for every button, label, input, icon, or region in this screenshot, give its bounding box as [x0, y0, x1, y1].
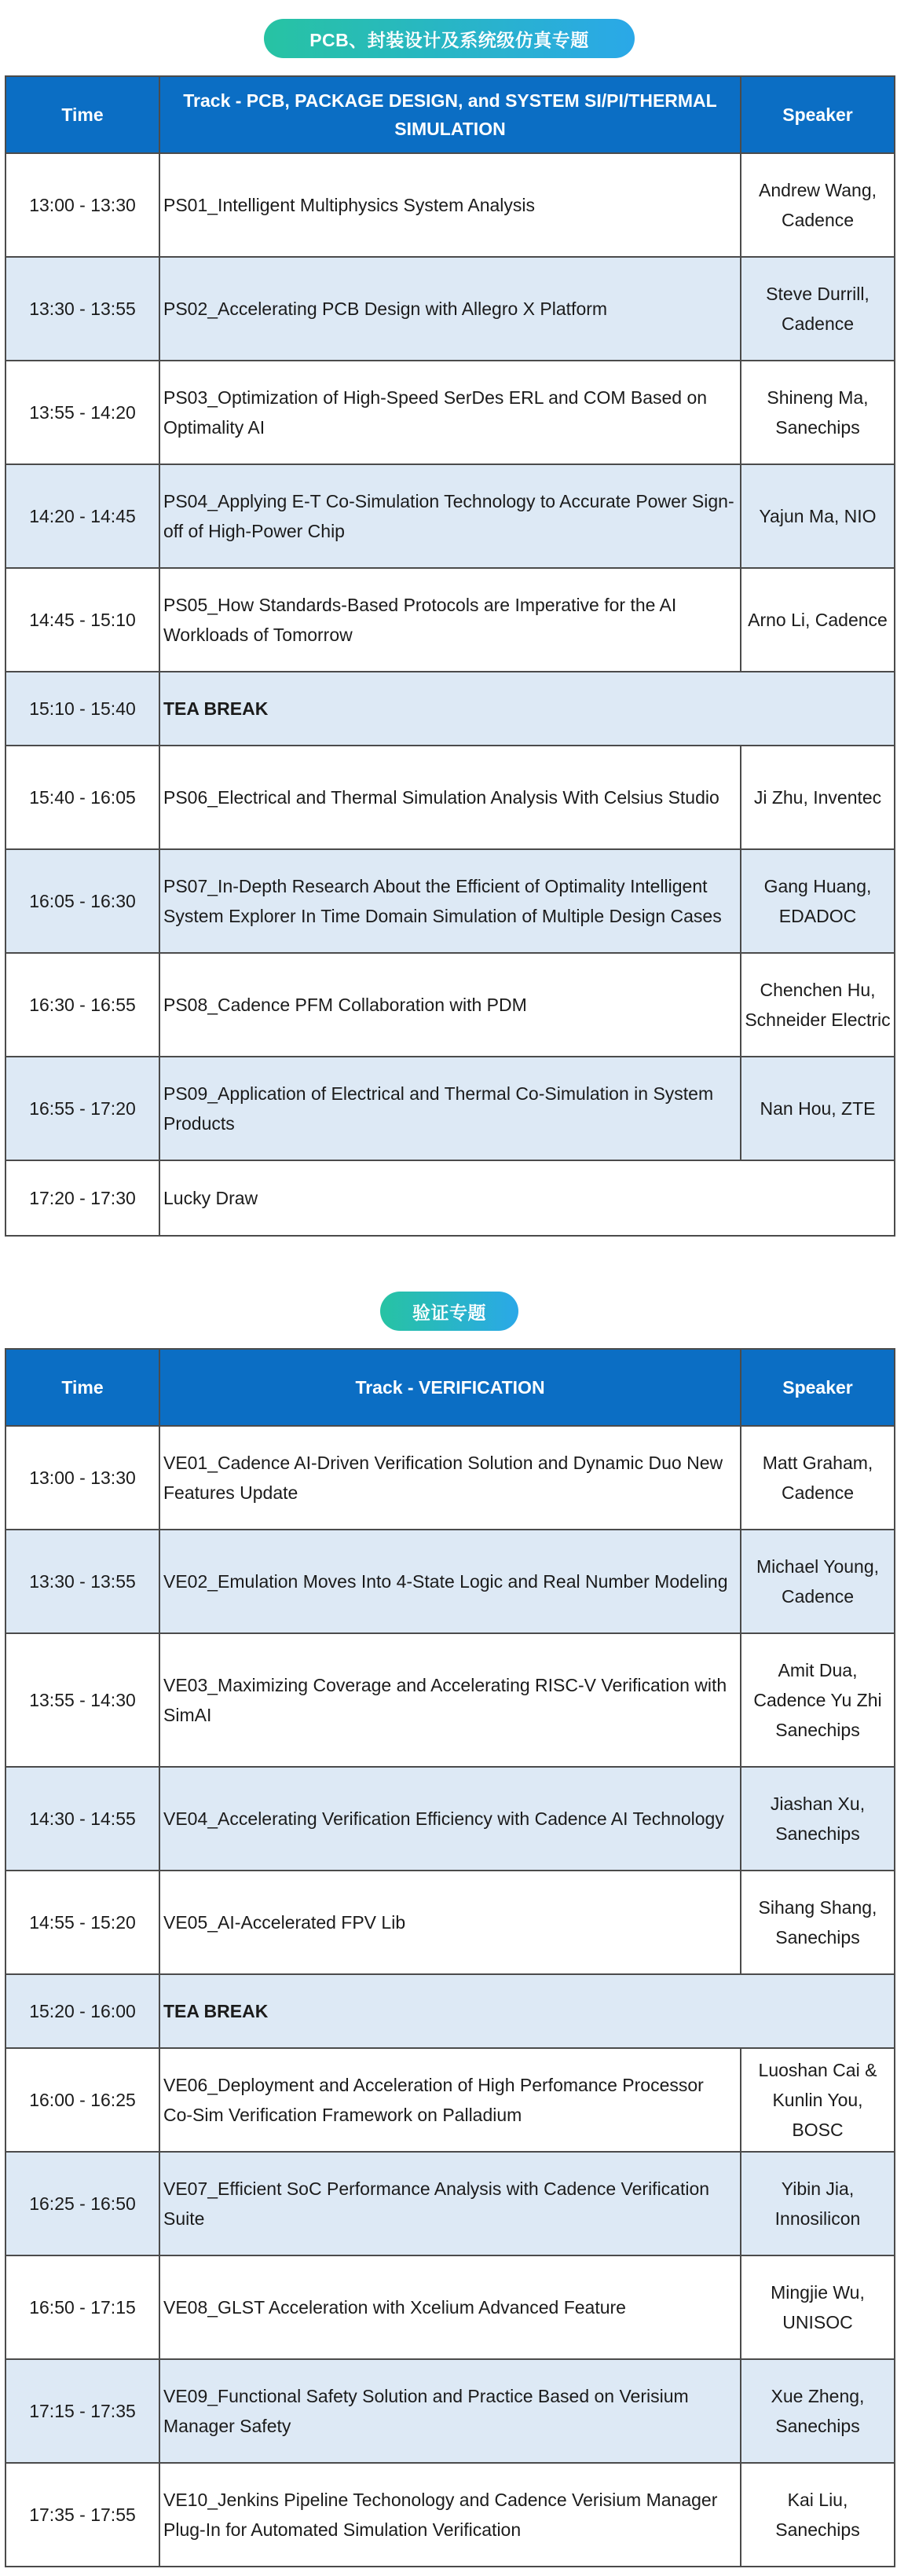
session-title: PS01_Intelligent Multiphysics System Analysis: [159, 153, 741, 257]
session-title: PS05_How Standards-Based Protocols are Imperative for the AI Workloads of Tomorrow: [159, 568, 741, 672]
table-row: [5, 1871, 895, 1974]
session-speaker: Yajun Ma, NIO: [741, 464, 895, 568]
session-title: PS09_Application of Electrical and Thermal Co-Simulation in System Products: [159, 1057, 741, 1160]
session-title: VE10_Jenkins Pipeline Techonology and Cadence Verisium Manager Plug-In for Automated Simulation Verification: [159, 2463, 741, 2567]
table-row: [5, 1633, 895, 1767]
table-row: [5, 672, 895, 746]
session-time: 15:10 - 15:40: [5, 672, 159, 746]
session-title: PS04_Applying E-T Co-Simulation Technology to Accurate Power Sign-off of High-Power Chip: [159, 464, 741, 568]
session-time: 16:00 - 16:25: [5, 2048, 159, 2152]
session-speaker: Steve Durrill, Cadence: [741, 257, 895, 361]
table-row: [5, 849, 895, 953]
session-time: 14:20 - 14:45: [5, 464, 159, 568]
track-header: Track - VERIFICATION: [159, 1349, 741, 1426]
session-time: 16:25 - 16:50: [5, 2152, 159, 2255]
session-title: VE05_AI-Accelerated FPV Lib: [159, 1871, 741, 1974]
table-row: [5, 1160, 895, 1236]
session-title: PS06_Electrical and Thermal Simulation Analysis With Celsius Studio: [159, 746, 741, 849]
session-speaker: Amit Dua, Cadence Yu Zhi Sanechips: [741, 1633, 895, 1767]
session-speaker: Luoshan Cai & Kunlin You, BOSC: [741, 2048, 895, 2152]
verification-schedule-table: [5, 1348, 895, 2567]
session-speaker: Jiashan Xu, Sanechips: [741, 1767, 895, 1871]
session-speaker: Shineng Ma, Sanechips: [741, 361, 895, 464]
session-time: 13:30 - 13:55: [5, 257, 159, 361]
session-time: 15:20 - 16:00: [5, 1974, 159, 2048]
session-title: VE04_Accelerating Verification Efficiency with Cadence AI Technology: [159, 1767, 741, 1871]
session-time: 16:55 - 17:20: [5, 1057, 159, 1160]
session-title: PS08_Cadence PFM Collaboration with PDM: [159, 953, 741, 1057]
table-row: [5, 257, 895, 361]
tea-break-label: TEA BREAK: [159, 672, 895, 746]
table-row: [5, 1767, 895, 1871]
session-time: 17:20 - 17:30: [5, 1160, 159, 1236]
table-row: [5, 1530, 895, 1633]
tea-break-label: TEA BREAK: [159, 1974, 895, 2048]
table-row: [5, 1974, 895, 2048]
session-time: 14:30 - 14:55: [5, 1767, 159, 1871]
session-time: 13:00 - 13:30: [5, 1426, 159, 1530]
session-time: 13:55 - 14:30: [5, 1633, 159, 1767]
track-header: Track - PCB, PACKAGE DESIGN, and SYSTEM SI/PI/THERMAL SIMULATION: [159, 76, 741, 153]
session-title: PS07_In-Depth Research About the Efficient of Optimality Intelligent System Explorer In Time Domain Simulation of Multiple Design Cases: [159, 849, 741, 953]
session-title: VE09_Functional Safety Solution and Practice Based on Verisium Manager Safety: [159, 2359, 741, 2463]
session-time: 13:00 - 13:30: [5, 153, 159, 257]
table-row: [5, 568, 895, 672]
table-row: [5, 746, 895, 849]
session-title: VE06_Deployment and Acceleration of High Perfomance Processor Co-Sim Verification Framework on Palladium: [159, 2048, 741, 2152]
session-title: VE01_Cadence AI-Driven Verification Solution and Dynamic Duo New Features Update: [159, 1426, 741, 1530]
session-speaker: Michael Young, Cadence: [741, 1530, 895, 1633]
table-row: [5, 2255, 895, 2359]
session-speaker: Kai Liu, Sanechips: [741, 2463, 895, 2567]
session-time: 14:45 - 15:10: [5, 568, 159, 672]
session-speaker: Gang Huang, EDADOC: [741, 849, 895, 953]
pcb-schedule-table: [5, 75, 895, 1237]
verification-section-banner: 验证专题: [380, 1292, 518, 1331]
session-time: 17:15 - 17:35: [5, 2359, 159, 2463]
speaker-header: Speaker: [741, 1349, 895, 1426]
table-row: [5, 2152, 895, 2255]
session-time: 16:30 - 16:55: [5, 953, 159, 1057]
session-speaker: Yibin Jia, Innosilicon: [741, 2152, 895, 2255]
time-header: Time: [5, 1349, 159, 1426]
session-title: VE02_Emulation Moves Into 4-State Logic and Real Number Modeling: [159, 1530, 741, 1633]
session-title: PS03_Optimization of High-Speed SerDes ERL and COM Based on Optimality AI: [159, 361, 741, 464]
session-speaker: Mingjie Wu, UNISOC: [741, 2255, 895, 2359]
table-row: [5, 464, 895, 568]
session-speaker: Ji Zhu, Inventec: [741, 746, 895, 849]
table-row: [5, 1057, 895, 1160]
session-time: 15:40 - 16:05: [5, 746, 159, 849]
session-speaker: Andrew Wang, Cadence: [741, 153, 895, 257]
session-time: 16:50 - 17:15: [5, 2255, 159, 2359]
session-speaker: Arno Li, Cadence: [741, 568, 895, 672]
session-title: VE08_GLST Acceleration with Xcelium Advanced Feature: [159, 2255, 741, 2359]
session-time: 13:55 - 14:20: [5, 361, 159, 464]
session-time: 17:35 - 17:55: [5, 2463, 159, 2567]
table-row: [5, 2463, 895, 2567]
session-speaker: Nan Hou, ZTE: [741, 1057, 895, 1160]
table-row: [5, 153, 895, 257]
table-row: [5, 2359, 895, 2463]
speaker-header: Speaker: [741, 76, 895, 153]
session-speaker: Chenchen Hu, Schneider Electric: [741, 953, 895, 1057]
session-time: 16:05 - 16:30: [5, 849, 159, 953]
table-row: [5, 1426, 895, 1530]
time-header: Time: [5, 76, 159, 153]
session-time: 14:55 - 15:20: [5, 1871, 159, 1974]
table-row: [5, 2048, 895, 2152]
session-speaker: Xue Zheng, Sanechips: [741, 2359, 895, 2463]
pcb-section-banner: PCB、封装设计及系统级仿真专题: [264, 19, 635, 58]
table-row: [5, 953, 895, 1057]
session-time: 13:30 - 13:55: [5, 1530, 159, 1633]
session-title: PS02_Accelerating PCB Design with Allegro X Platform: [159, 257, 741, 361]
session-speaker: Matt Graham, Cadence: [741, 1426, 895, 1530]
session-speaker: Sihang Shang, Sanechips: [741, 1871, 895, 1974]
session-title: VE03_Maximizing Coverage and Accelerating RISC-V Verification with SimAI: [159, 1633, 741, 1767]
session-title: VE07_Efficient SoC Performance Analysis with Cadence Verification Suite: [159, 2152, 741, 2255]
lucky-draw-label: Lucky Draw: [159, 1160, 895, 1236]
table-row: [5, 361, 895, 464]
